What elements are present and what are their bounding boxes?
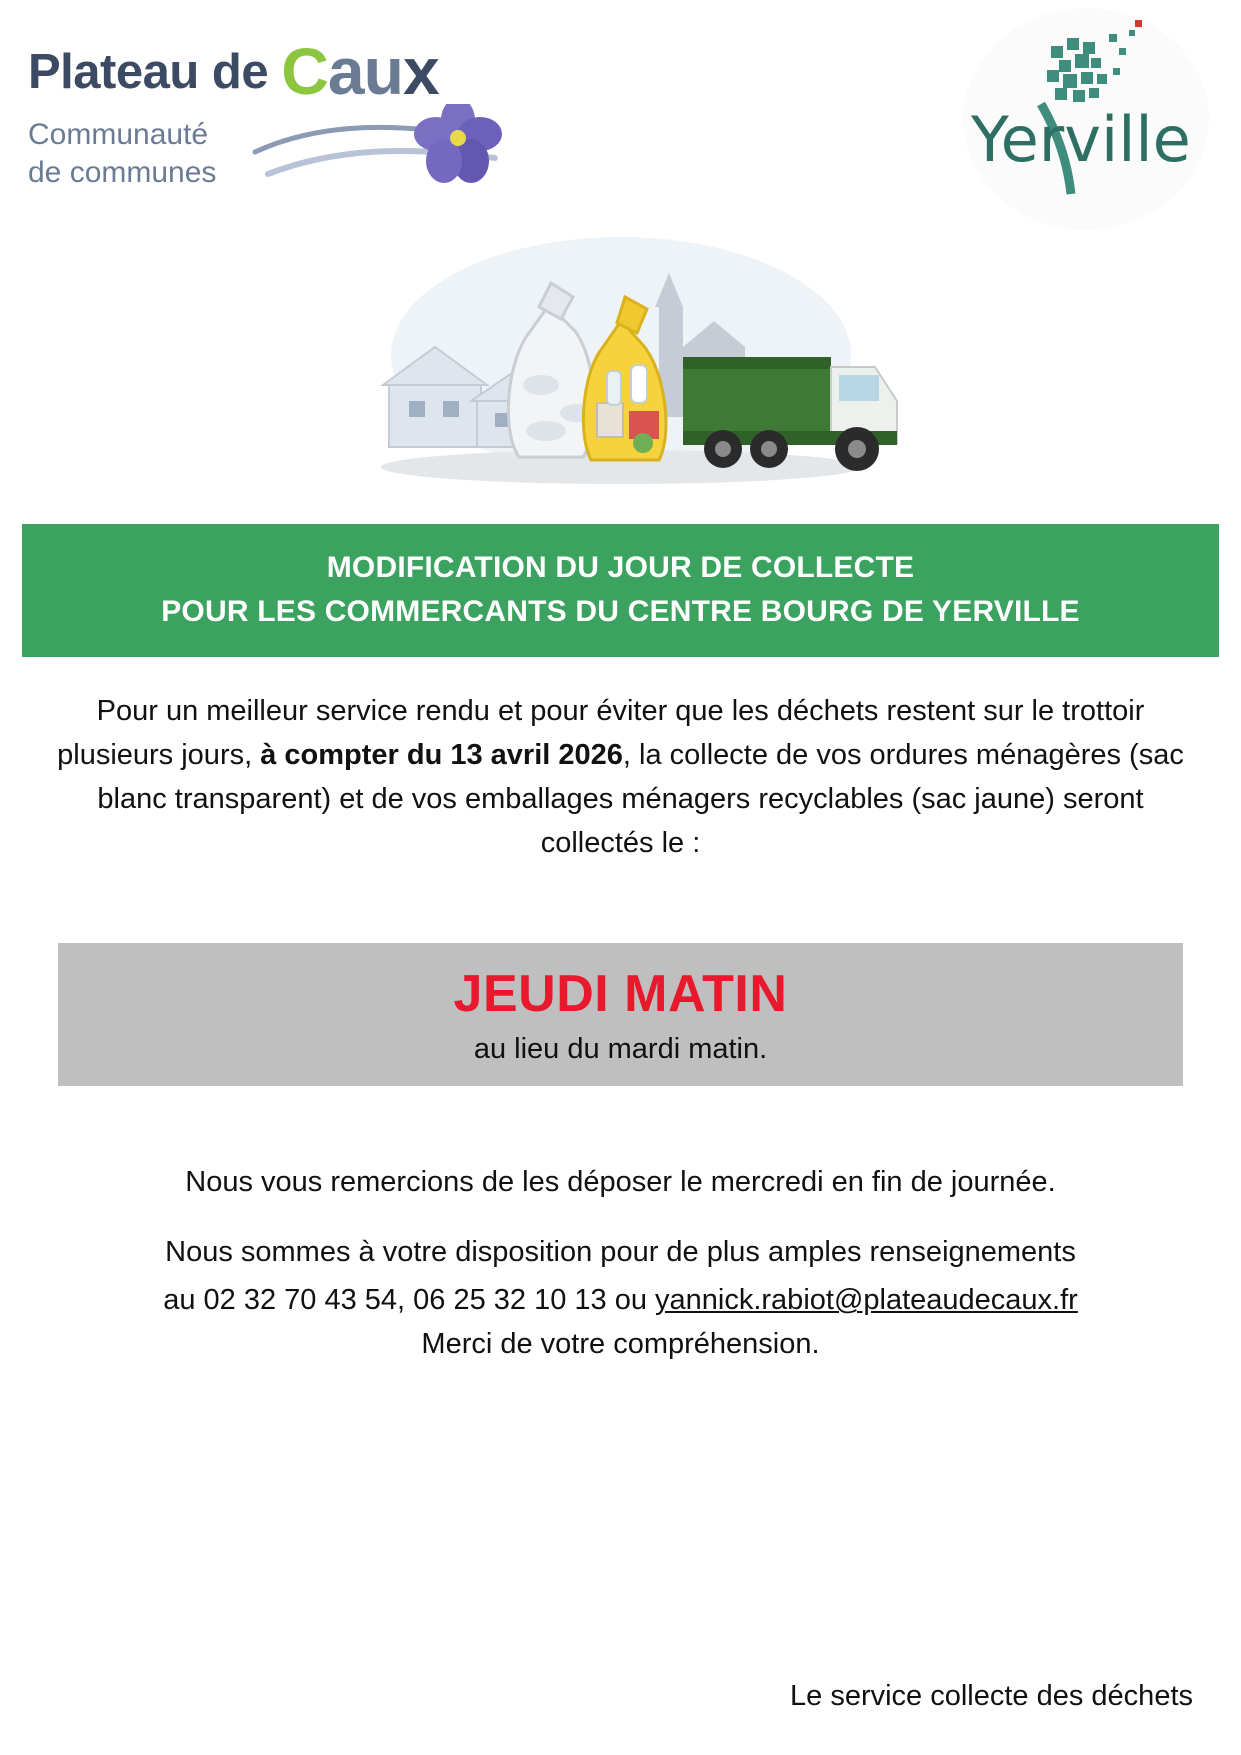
intro-text-part2: , la collecte de vos ordures ménagères (sac blanc transparent) et de vos emballages ménagers recyclables (sac jaune) seront collectés le : <box>97 739 1184 860</box>
waste-collection-illustration <box>291 235 951 510</box>
collection-day: JEUDI MATIN <box>453 965 788 1024</box>
after-paragraphs <box>40 1160 1201 1366</box>
contact-phones: au 02 32 70 43 54, 06 25 32 10 13 ou <box>163 1284 656 1317</box>
logo-town-name: Yerville <box>971 103 1191 176</box>
deposit-instruction: Nous vous remercions de les déposer le mercredi en fin de journée. <box>185 1166 1056 1199</box>
logo-subtitle-line1: Communauté <box>28 118 209 151</box>
banner-line-1: MODIFICATION DU JOUR DE COLLECTE <box>326 551 915 584</box>
logo-word-caux: Caux <box>281 34 439 108</box>
flower-icon <box>250 104 550 204</box>
contact-email-link[interactable]: yannick.rabiot@plateaudecaux.fr <box>655 1284 1078 1317</box>
banner-line-2: POUR LES COMMERCANTS DU CENTRE BOURG DE YERVILLE <box>161 594 1080 628</box>
logo-subtitle-line2: de communes <box>28 155 217 189</box>
contact-details <box>40 1278 1201 1322</box>
highlight-box <box>58 943 1183 1086</box>
contact-intro: Nous sommes à votre disposition pour de plus amples renseignements <box>165 1236 1076 1269</box>
thanks-text: Merci de votre compréhension. <box>421 1328 820 1361</box>
header <box>0 0 1241 235</box>
intro-text-part1: Pour un meilleur service rendu et pour éviter que les déchets restent sur le trottoir plusieurs jours, <box>57 695 1145 772</box>
intro-text-bold: à compter du 13 avril 2026 <box>260 739 623 772</box>
intro-paragraph <box>40 689 1201 865</box>
logo-yerville <box>963 8 1213 230</box>
signature: Le service collecte des déchets <box>790 1680 1193 1712</box>
banner-title <box>22 524 1219 657</box>
logo-title-line <box>28 34 588 108</box>
logo-word-plateau-de: Plateau de <box>28 45 282 99</box>
collection-day-note: au lieu du mardi matin. <box>473 1033 768 1066</box>
